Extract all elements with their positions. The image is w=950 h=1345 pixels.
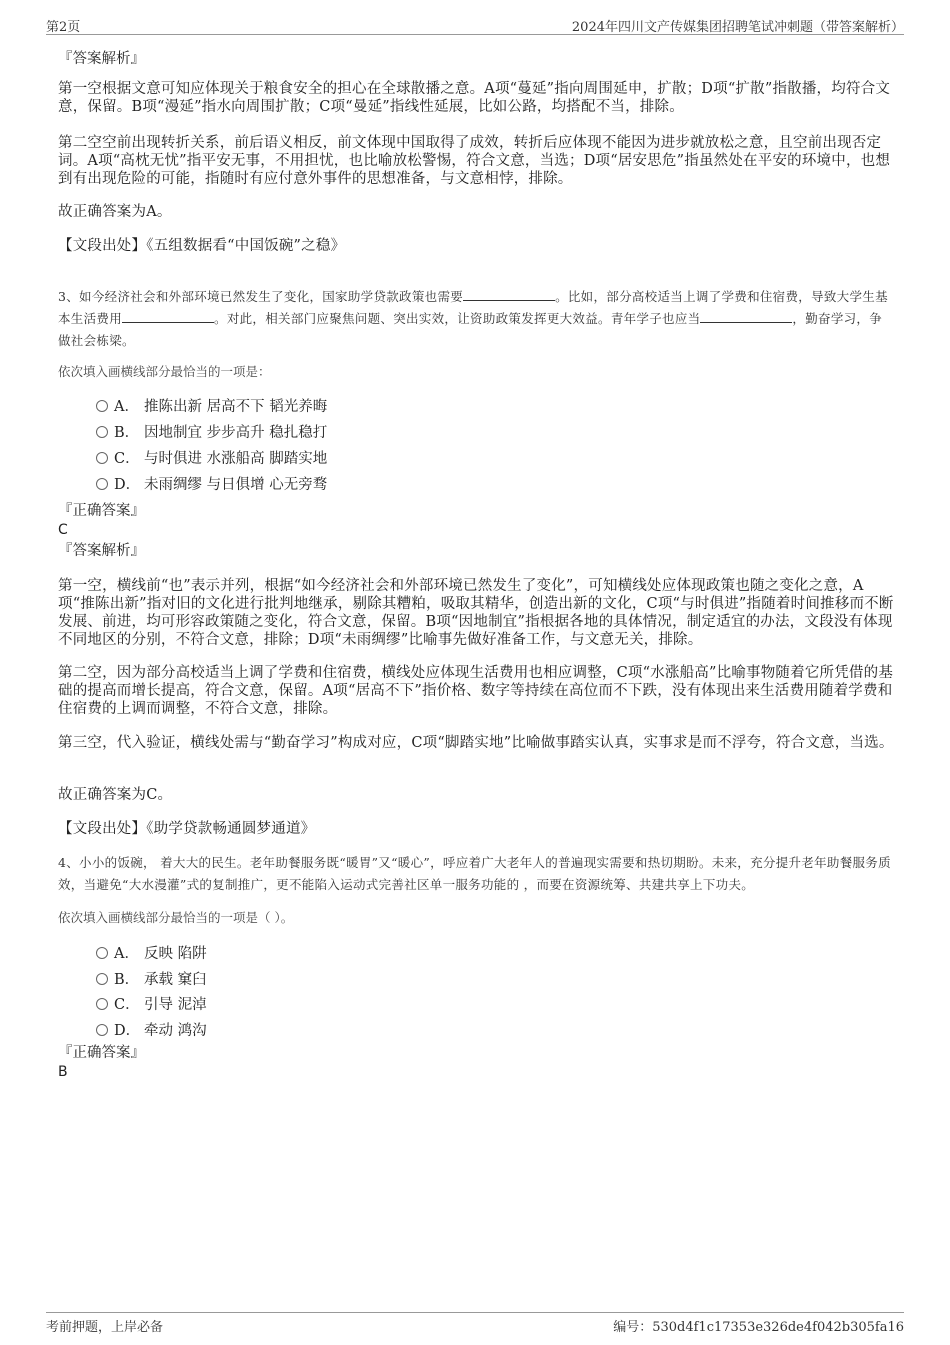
page-footer	[46, 1312, 904, 1333]
analysis-conclusion: 故正确答案为A。	[58, 204, 172, 220]
source-note: 【文段出处】《五组数据看“中国饭碗”之稳》	[58, 238, 346, 254]
analysis-paragraph: 第一空，横线前“也”表示并列，根据“如今经济社会和外部环境已然发生了变化”，可知横线处应体现政策也随之变化之意，A项“推陈出新”指对旧的文化进行批判地继承，剔除其糟粕，吸取其精华，创造出新的文化，C项“与时俱进”指随着时间推移而不断发展、前进，均可形容政策随之变化，符合文意，保留。B项“因地制宜”指根据各地的具体情况，制定适宜的办法，文段没有体现不同地区的分别，不符合文意，排除；D项“未雨绸缪”比喻事先做好准备工作，与文意无关，排除。	[58, 578, 894, 648]
document-id: 编号：530d4f1c17353e326de4f042b305fa16	[613, 1320, 904, 1335]
correct-answer-label: 『正确答案』	[58, 1045, 145, 1061]
radio-icon[interactable]	[96, 947, 108, 959]
option-d[interactable]: D． 未雨绸缪 与日俱增 心无旁骛	[96, 474, 327, 496]
option-a[interactable]: A． 推陈出新 居高不下 韬光养晦	[96, 396, 327, 418]
question-stem: 3、如今经济社会和外部环境已然发生了变化，国家助学贷款政策也需要 。比如，部分高校适当上调了学费和住宿费，导致大学生基本生活费用 。对此，相关部门应聚焦问题、突出实效，让资助政策发挥更大效益。青年学子也应当 ，勤奋学习，争做社会栋梁。	[58, 289, 888, 348]
option-b[interactable]: B． 承载 窠臼	[96, 969, 207, 991]
analysis-paragraph: 第二空，因为部分高校适当上调了学费和住宿费，横线处应体现生活费用也相应调整，C项“水涨船高”比喻事物随着它所凭借的基础的提高而增长提高，符合文意，保留。A项“居高不下”指价格、数字等持续在高位而不下跌，没有体现出来生活费用随着学费和住宿费的上调而调整，不符合文意，排除。	[58, 665, 894, 717]
analysis-label: 『答案解析』	[58, 51, 145, 67]
option-c[interactable]: C． 与时俱进 水涨船高 脚踏实地	[96, 448, 327, 470]
radio-icon[interactable]	[96, 478, 108, 490]
radio-icon[interactable]	[96, 426, 108, 438]
document-title: 2024年四川文产传媒集团招聘笔试冲刺题（带答案解析）	[571, 20, 904, 35]
blank-line	[463, 288, 555, 301]
option-b[interactable]: B． 因地制宜 步步高升 稳扎稳打	[96, 422, 327, 444]
radio-icon[interactable]	[96, 973, 108, 985]
question-instruction: 依次填入画横线部分最恰当的一项是（ ）。	[58, 910, 294, 925]
analysis-paragraph: 第二空空前出现转折关系，前后语义相反，前文体现中国取得了成效，转折后应体现不能因为进步就放松之意，且空前出现否定词。A项“高枕无忧”指平安无事，不用担忧，也比喻放松警惕，符合文意，当选；D项“居安思危”指虽然处在平安的环境中，也想到有出现危险的可能，指随时有应付意外事件的思想准备，与文意相悖，排除。	[58, 135, 891, 187]
page-number: 第2页	[46, 20, 81, 35]
footer-slogan: 考前押题，上岸必备	[46, 1320, 164, 1335]
radio-icon[interactable]	[96, 452, 108, 464]
source-note: 【文段出处】《助学贷款畅通圆梦通道》	[58, 821, 316, 837]
correct-answer: B	[58, 1064, 68, 1080]
analysis-paragraph: 第三空，代入验证，横线处需与“勤奋学习”构成对应，C项“脚踏实地”比喻做事踏实认真，实事求是而不浮夸，符合文意，当选。	[58, 735, 894, 751]
radio-icon[interactable]	[96, 1024, 108, 1036]
analysis-paragraph: 第一空根据文意可知应体现关于粮食安全的担心在全球散播之意。A项“蔓延”指向周围延申，扩散；D项“扩散”指散播，均符合文意，保留。B项“漫延”指水向周围扩散；C项“曼延”指线性延展，比如公路，均搭配不当，排除。	[58, 81, 891, 115]
option-a[interactable]: A． 反映 陷阱	[96, 943, 207, 965]
option-c[interactable]: C． 引导 泥淖	[96, 994, 207, 1016]
blank-line	[122, 310, 214, 323]
correct-answer-label: 『正确答案』	[58, 503, 145, 519]
radio-icon[interactable]	[96, 998, 108, 1010]
option-d[interactable]: D． 牵动 鸿沟	[96, 1020, 207, 1042]
analysis-label: 『答案解析』	[58, 543, 145, 559]
question-stem: 4、小小的饭碗， 着大大的民生。老年助餐服务既“暖胃”又“暖心”，呼应着广大老年人的普遍现实需要和热切期盼。未来，充分提升老年助餐服务质效，当避免“大水漫灌”式的复制推广，更不能陷入运动式完善社区单一服务功能的 ，而要在资源统筹、共建共享上下功夫。	[58, 855, 891, 892]
page-header	[46, 14, 904, 35]
radio-icon[interactable]	[96, 400, 108, 412]
correct-answer: C	[58, 522, 68, 538]
blank-line	[700, 310, 792, 323]
question-instruction: 依次填入画横线部分最恰当的一项是：	[58, 364, 271, 379]
analysis-conclusion: 故正确答案为C。	[58, 787, 173, 803]
